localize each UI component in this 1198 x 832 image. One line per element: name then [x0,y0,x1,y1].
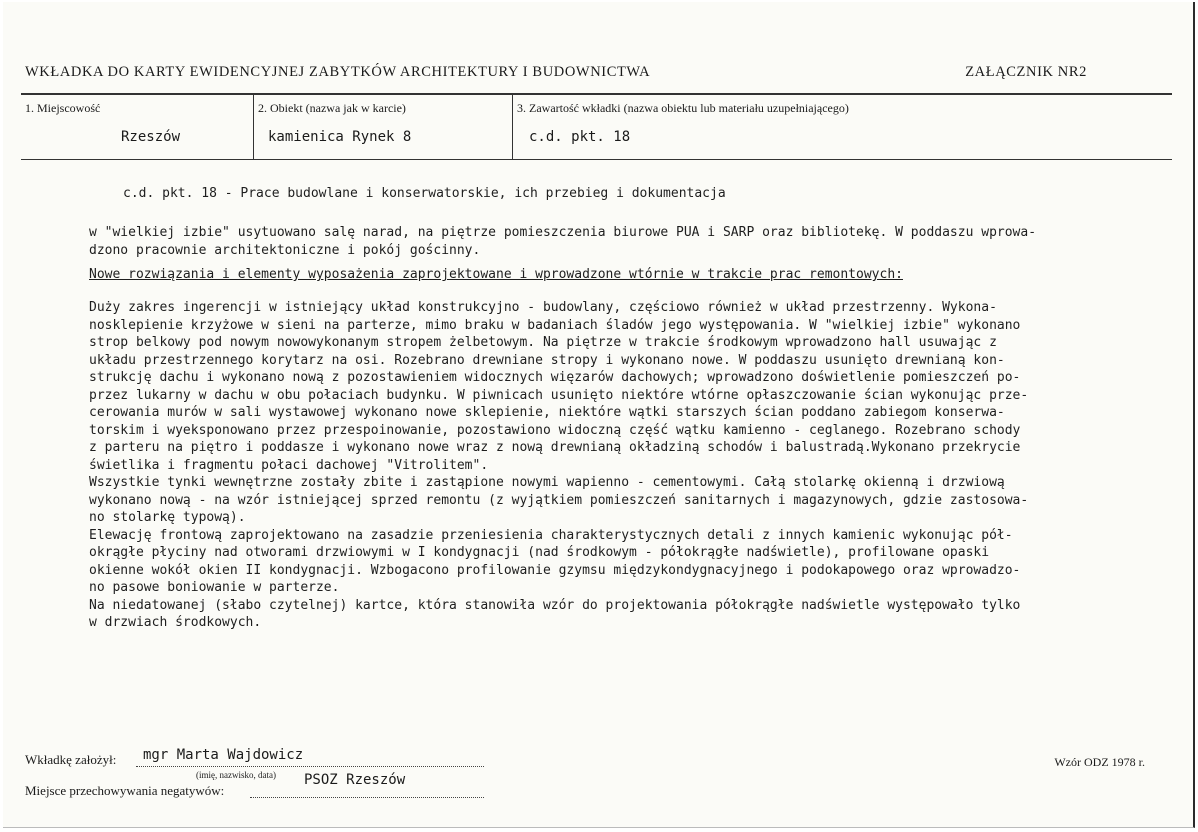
text-line: no pasowe boniowanie w parterze. [89,580,340,595]
text-line: Elewację frontową zaprojektowano na zasadzie przeniesienia charakterystycznych detali z innych kamienic wykonując pół- [89,527,1013,543]
text-line: w "wielkiej izbie" usytuowano salę narad, na piętrze pomieszczenia biurowe PUA i SARP oraz bibliotekę. W poddaszu wprowa- [89,225,1037,240]
object-label: 2. Obiekt (nazwa jak w karcie) [258,101,406,115]
founder-value: mgr Marta Wajdowicz [143,747,304,763]
form-model: Wzór ODZ 1978 r. [1054,755,1145,769]
text-line: strukcję dachu i wykonano nową z pozostawieniem widocznych więzarów dachowych; wprowadzono doświetlenie pomieszczeń po- [89,370,1021,385]
text-line: nosklepienie krzyżowe w sieni na parterze, mimo braku w badaniach śladów jego występowania. W "wielkiej izbie" wykonano [89,317,1021,333]
storage-label: Miejsce przechowywania negatywów: [25,783,225,798]
text-line: Wszystkie tynki wewnętrzne zostały zbite i zastąpione nowymi wapienno - cementowymi. Całą stolarkę okienną i drzwiową [89,475,1005,490]
storage-value: PSOZ Rzeszów [304,772,406,788]
founder-label: Wkładkę założył: [25,752,117,767]
info-table [21,93,1172,160]
locality-cell [21,95,254,159]
contents-cell [513,95,1172,159]
text-line: no stolarkę typową). [89,510,246,525]
locality-label: 1. Miejscowość [25,101,101,115]
text-line: przez lukarny w dachu w obu połaciach budynku. W piwnicach usunięto niektóre wtórne opłaszczowanie ścian wykonując prze- [89,387,1029,403]
text-line: układu przestrzennego korytarz na osi. Rozebrano drewniane stropy i wykonano nowe. W poddaszu usunięto drewnianą kon- [89,352,1005,368]
text-line: dzono pracownie architektoniczne i pokój gościnny. [89,242,481,258]
text-line: w drzwiach środkowych. [89,615,262,630]
text-line: okrągłe płyciny nad otworami drzwiowymi w I kondygnacji (nad środkowym - półokrągłe nadświetle), profilowane opaski [89,545,990,560]
text-line: Na niedatowanej (słabo czytelnej) kartce, która stanowiła wzór do projektowania półokrągłe nadświetle występowało tylko [89,597,1021,613]
register-card-insert [3,2,1195,828]
text-line: świetlika i fragmentu połaci dachowej "Vitrolitem". [89,457,489,473]
text-line: cerowania murów w sali wystawowej wykonano nowe sklepienie, niektóre wątki starszych ścian poddano zabiegom konserwa- [89,405,1005,420]
text-line: wykonano nową - na wzór istniejącej sprzed remontu (z wyjątkiem pomieszczeń sanitarnych i magazynowych, gdzie zastosowa- [89,492,1029,508]
founder-hint: (imię, nazwisko, data) [196,770,276,780]
contents-value: c.d. pkt. 18 [529,129,631,145]
text-line: Duży zakres ingerencji w istniejący układ konstrukcyjno - budowlany, częściowo również w układ przestrzenny. Wykona- [89,300,997,315]
object-value: kamienica Rynek 8 [268,129,412,145]
text-line: strop belkowy pod nowym nowowykonanym stropem żelbetowym. Na piętrze w trakcie środkowym wprowadzono hall usuwając z [89,335,997,350]
text-line: okienne wokół okien II kondygnacji. Wzbogacono profilowanie gzymsu międzykondygnacyjnego i podokapowego oraz wprowadzo- [89,562,1021,578]
form-title: WKŁADKA DO KARTY EWIDENCYJNEJ ZABYTKÓW ARCHITEKTURY I BUDOWNICTWA [25,64,651,80]
text-line: z parteru na piętro i poddasze i wykonano nowe wraz z nową drewnianą okładziną schodów i balustradą.Wykonano przekrycie [89,440,1021,455]
locality-value: Rzeszów [121,129,181,145]
object-cell [254,95,513,159]
intro-paragraph [89,224,1129,259]
annex-number: ZAŁĄCZNIK NR2 [965,64,1087,80]
text-line: torskim i wyeksponowano przez przespoinowanie, pozostawiono widoczną część wątku kamienno - ceglanego. Rozebrano schody [89,422,1021,438]
section-heading: c.d. pkt. 18 - Prace budowlane i konserwatorskie, ich przebieg i dokumentacja [123,186,726,201]
underlined-subheading: Nowe rozwiązania i elementy wyposażenia zaprojektowane i wprowadzone wtórnie w trakcie prac remontowych: [89,267,903,282]
main-paragraph [89,299,1028,632]
contents-label: 3. Zawartość wkładki (nazwa obiektu lub materiału uzupełniającego) [517,101,849,115]
